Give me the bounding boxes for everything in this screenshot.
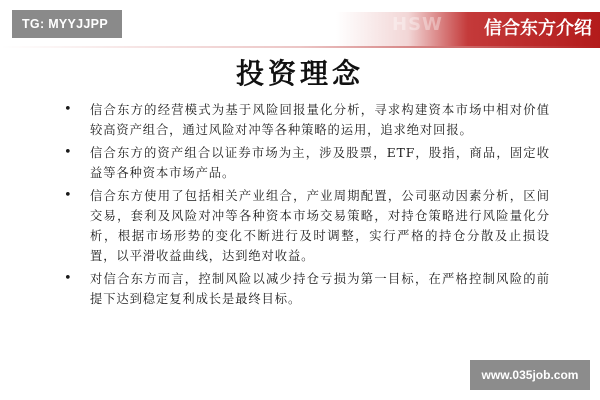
- header-title: 信合东方介绍: [484, 18, 592, 39]
- bullet-dot-icon: •: [64, 145, 73, 160]
- bullet-dot-icon: •: [64, 102, 73, 117]
- bullet-text: 信合东方的资产组合以证券市场为主，涉及股票，ETF，股指，商品，固定收益等各种资本市场产品。: [90, 146, 550, 180]
- bullet-text: 信合东方的经营模式为基于风险回报量化分析，寻求构建资本市场中相对价值较高资产组合，通过风险对冲等各种策略的运用，追求绝对回报。: [90, 103, 550, 137]
- bullet-item: [64, 269, 550, 309]
- page-title: 投资理念: [235, 57, 364, 90]
- watermark-link[interactable]: www.035job.com: [470, 360, 590, 390]
- header-faint-logo: HSW: [392, 14, 443, 35]
- channel-tag: TG: MYYJJPP: [12, 10, 122, 38]
- bullet-dot-icon: •: [64, 188, 73, 203]
- bullet-dot-icon: •: [64, 271, 73, 286]
- bullet-item: [64, 186, 550, 266]
- bullet-text: 信合东方使用了包括相关产业组合，产业周期配置，公司驱动因素分析，区间交易，套利及风险对冲等各种资本市场交易策略，对持仓策略进行风险量化分析，根据市场形势的变化不断进行及时调整，实行严格的持仓分散及止损设置，以平滑收益曲线，达到绝对收益。: [90, 189, 550, 263]
- bullet-text: 对信合东方而言，控制风险以减少持仓亏损为第一目标，在严格控制风险的前提下达到稳定复利成长是最终目标。: [90, 272, 550, 306]
- bullet-item: [64, 100, 550, 140]
- header-divider: [0, 46, 600, 48]
- bullet-list: [64, 100, 550, 312]
- bullet-item: [64, 143, 550, 183]
